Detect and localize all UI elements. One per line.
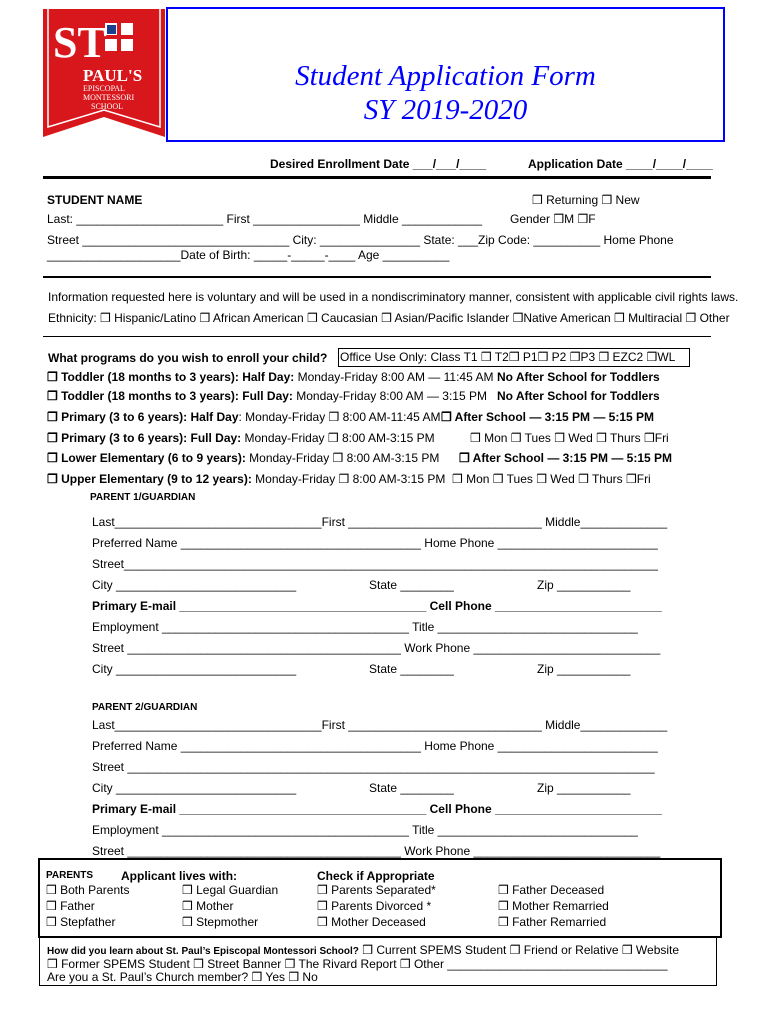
primary-full-time: Monday-Friday ❒ 8:00 AM-3:15 PM — [241, 431, 435, 445]
parent2-heading: PARENT 2/GUARDIAN — [92, 702, 198, 713]
church-member-checkboxes[interactable]: Are you a St. Paul’s Church member? ❒ Yes ❒ No — [47, 970, 318, 984]
parent2-zip-field[interactable]: Zip ___________ — [537, 781, 631, 795]
primary-after-school-option[interactable]: ❒ After School — 3:15 PM — 5:15 PM — [441, 410, 655, 424]
parent2-email-phone-fields[interactable]: Primary E-mail _____________________________________ Cell Phone _________________________ — [92, 802, 662, 816]
parent2-employment-fields[interactable]: Employment _____________________________________ Title ______________________________ — [92, 823, 638, 837]
upper-elementary-label: ❒ Upper Elementary (9 to 12 years): — [47, 472, 252, 486]
lower-elementary-label: ❒ Lower Elementary (6 to 9 years): — [47, 451, 246, 465]
parent1-heading: PARENT 1/GUARDIAN — [90, 492, 196, 503]
applicant-lives-with-label: Applicant lives with: — [121, 869, 238, 883]
toddler-half-label: ❒ Toddler (18 months to 3 years): Half Day: — [47, 370, 295, 384]
referral-question: How did you learn about St. Paul’s Episcopal Montessori School? — [47, 946, 359, 957]
form-title: Student Application Form — [295, 60, 596, 92]
parent1-work-state-field[interactable]: State ________ — [369, 662, 454, 676]
parent1-email-phone-fields[interactable]: Primary E-mail _____________________________________ Cell Phone _________________________ — [92, 599, 662, 613]
primary-half-option[interactable] — [47, 410, 440, 424]
gender-checkboxes[interactable]: Gender ❒M ❒F — [510, 212, 596, 226]
parent1-city-field[interactable]: City ___________________________ — [92, 578, 297, 592]
primary-full-days[interactable]: ❒ Mon ❒ Tues ❒ Wed ❒ Thurs ❒Fri — [470, 431, 669, 445]
mother-deceased-checkbox[interactable]: ❒ Mother Deceased — [317, 915, 426, 929]
parent2-street-field[interactable]: Street _______________________________________________________________________________ — [92, 760, 655, 774]
parents-divorced-checkbox[interactable]: ❒ Parents Divorced * — [317, 899, 432, 913]
parent1-work-zip-field[interactable]: Zip ___________ — [537, 662, 631, 676]
school-logo — [43, 9, 165, 137]
referral-line-1[interactable] — [47, 943, 679, 957]
parents-separated-checkbox[interactable]: ❒ Parents Separated* — [317, 883, 436, 897]
lives-with-both-parents[interactable]: ❒ Both Parents — [46, 883, 130, 897]
upper-elementary-option[interactable] — [47, 472, 445, 486]
logo-episcopal: EPISCOPAL — [83, 84, 125, 93]
office-use-box — [338, 348, 690, 367]
student-address-fields[interactable]: Street _______________________________ City: _______________ State: ___Zip Code: __________ Home Phone — [47, 233, 674, 247]
divider — [43, 276, 711, 278]
student-name-heading: STUDENT NAME — [47, 193, 143, 207]
ethnicity-checkboxes[interactable]: Ethnicity: ❒ Hispanic/Latino ❒ African American ❒ Caucasian ❒ Asian/Pacific Islander ❒Native American ❒ Multiracial ❒ Other — [48, 311, 730, 325]
application-date[interactable]: Application Date ____/____/____ — [528, 157, 713, 171]
lower-elementary-option[interactable] — [47, 451, 439, 465]
parent1-preferred-name-field[interactable]: Preferred Name ____________________________________ Home Phone ________________________ — [92, 536, 658, 550]
mother-remarried-checkbox[interactable]: ❒ Mother Remarried — [498, 899, 609, 913]
parent2-city-field[interactable]: City ___________________________ — [92, 781, 297, 795]
toddler-full-label: ❒ Toddler (18 months to 3 years): Full Day: — [47, 389, 293, 403]
logo-st: ST — [53, 18, 107, 67]
parent1-street-field[interactable]: Street________________________________________________________________________________ — [92, 557, 658, 571]
student-dob-fields[interactable]: ____________________Date of Birth: _____-_____-____ Age __________ — [47, 248, 450, 262]
returning-new-checkboxes[interactable]: ❒ Returning ❒ New — [532, 193, 640, 207]
parent2-work-street-fields[interactable]: Street _________________________________________ Work Phone ____________________________ — [92, 844, 661, 858]
primary-full-label: ❒ Primary (3 to 6 years): Full Day: — [47, 431, 242, 445]
parent1-work-street-fields[interactable]: Street _________________________________________ Work Phone ____________________________ — [92, 641, 661, 655]
father-deceased-checkbox[interactable]: ❒ Father Deceased — [498, 883, 605, 897]
lower-elementary-time: Monday-Friday ❒ 8:00 AM-3:15 PM — [245, 451, 440, 465]
lives-with-mother[interactable]: ❒ Mother — [182, 899, 234, 913]
student-name-fields[interactable]: Last: ______________________ First ________________ Middle ____________ — [47, 212, 483, 226]
programs-question: What programs do you wish to enroll your child? — [48, 351, 328, 365]
parent1-employment-fields[interactable]: Employment _____________________________________ Title ______________________________ — [92, 620, 638, 634]
lower-after-school-option[interactable]: ❒ After School — 3:15 PM — 5:15 PM — [459, 451, 673, 465]
logo-school: SCHOOL — [91, 102, 124, 111]
parent2-state-field[interactable]: State ________ — [369, 781, 454, 795]
parent1-zip-field[interactable]: Zip ___________ — [537, 578, 631, 592]
lives-with-stepmother[interactable]: ❒ Stepmother — [182, 915, 259, 929]
primary-full-option[interactable] — [47, 431, 435, 445]
logo-montessori: MONTESSORI — [83, 93, 135, 102]
lives-with-father[interactable]: ❒ Father — [46, 899, 95, 913]
toddler-half-time: Monday-Friday 8:00 AM — 11:45 AM — [294, 370, 494, 384]
toddler-half-note: No After School for Toddlers — [497, 370, 660, 384]
voluntary-notice: Information requested here is voluntary and will be used in a nondiscriminatory manner, consistent with applicable civil rights laws. — [48, 290, 739, 304]
toddler-half-option[interactable] — [47, 370, 493, 384]
check-if-appropriate-label: Check if Appropriate — [317, 869, 435, 883]
toddler-full-note: No After School for Toddlers — [497, 389, 660, 403]
parent2-name-fields[interactable]: Last_______________________________First _____________________________ Middle_____________ — [92, 718, 668, 732]
referral-options-1: ❒ Current SPEMS Student ❒ Friend or Relative ❒ Website — [358, 943, 680, 957]
lives-with-stepfather[interactable]: ❒ Stepfather — [46, 915, 116, 929]
toddler-full-time: Monday-Friday 8:00 AM — 3:15 PM — [292, 389, 487, 403]
referral-options-2[interactable]: ❒ Former SPEMS Student ❒ Street Banner ❒ The Rivard Report ❒ Other _________________________________ — [47, 957, 668, 971]
primary-half-label: ❒ Primary (3 to 6 years): Half Day — [47, 410, 239, 424]
parent1-work-city-field[interactable]: City ___________________________ — [92, 662, 297, 676]
divider — [43, 336, 711, 337]
parent1-state-field[interactable]: State ________ — [369, 578, 454, 592]
logo-pauls: PAUL'S — [83, 66, 143, 85]
parent1-name-fields[interactable]: Last_______________________________First _____________________________ Middle_____________ — [92, 515, 668, 529]
upper-elementary-days[interactable]: ❒ Mon ❒ Tues ❒ Wed ❒ Thurs ❒Fri — [452, 472, 651, 486]
primary-half-time: : Monday-Friday ❒ 8:00 AM-11:45 AM — [238, 410, 441, 424]
divider — [43, 176, 711, 179]
office-use-text: Office Use Only: Class T1 ❒ T2❒ P1❒ P2 ❒P3 ❒ EZC2 ❒WL — [340, 350, 676, 364]
desired-enrollment-date[interactable]: Desired Enrollment Date ___/___/____ — [270, 157, 487, 171]
lives-with-legal-guardian[interactable]: ❒ Legal Guardian — [182, 883, 279, 897]
parents-label: PARENTS — [46, 870, 94, 881]
upper-elementary-time: Monday-Friday ❒ 8:00 AM-3:15 PM — [251, 472, 446, 486]
toddler-full-option[interactable] — [47, 389, 487, 403]
father-remarried-checkbox[interactable]: ❒ Father Remarried — [498, 915, 607, 929]
parent2-preferred-name-field[interactable]: Preferred Name ____________________________________ Home Phone ________________________ — [92, 739, 658, 753]
form-subtitle: SY 2019-2020 — [363, 94, 528, 126]
